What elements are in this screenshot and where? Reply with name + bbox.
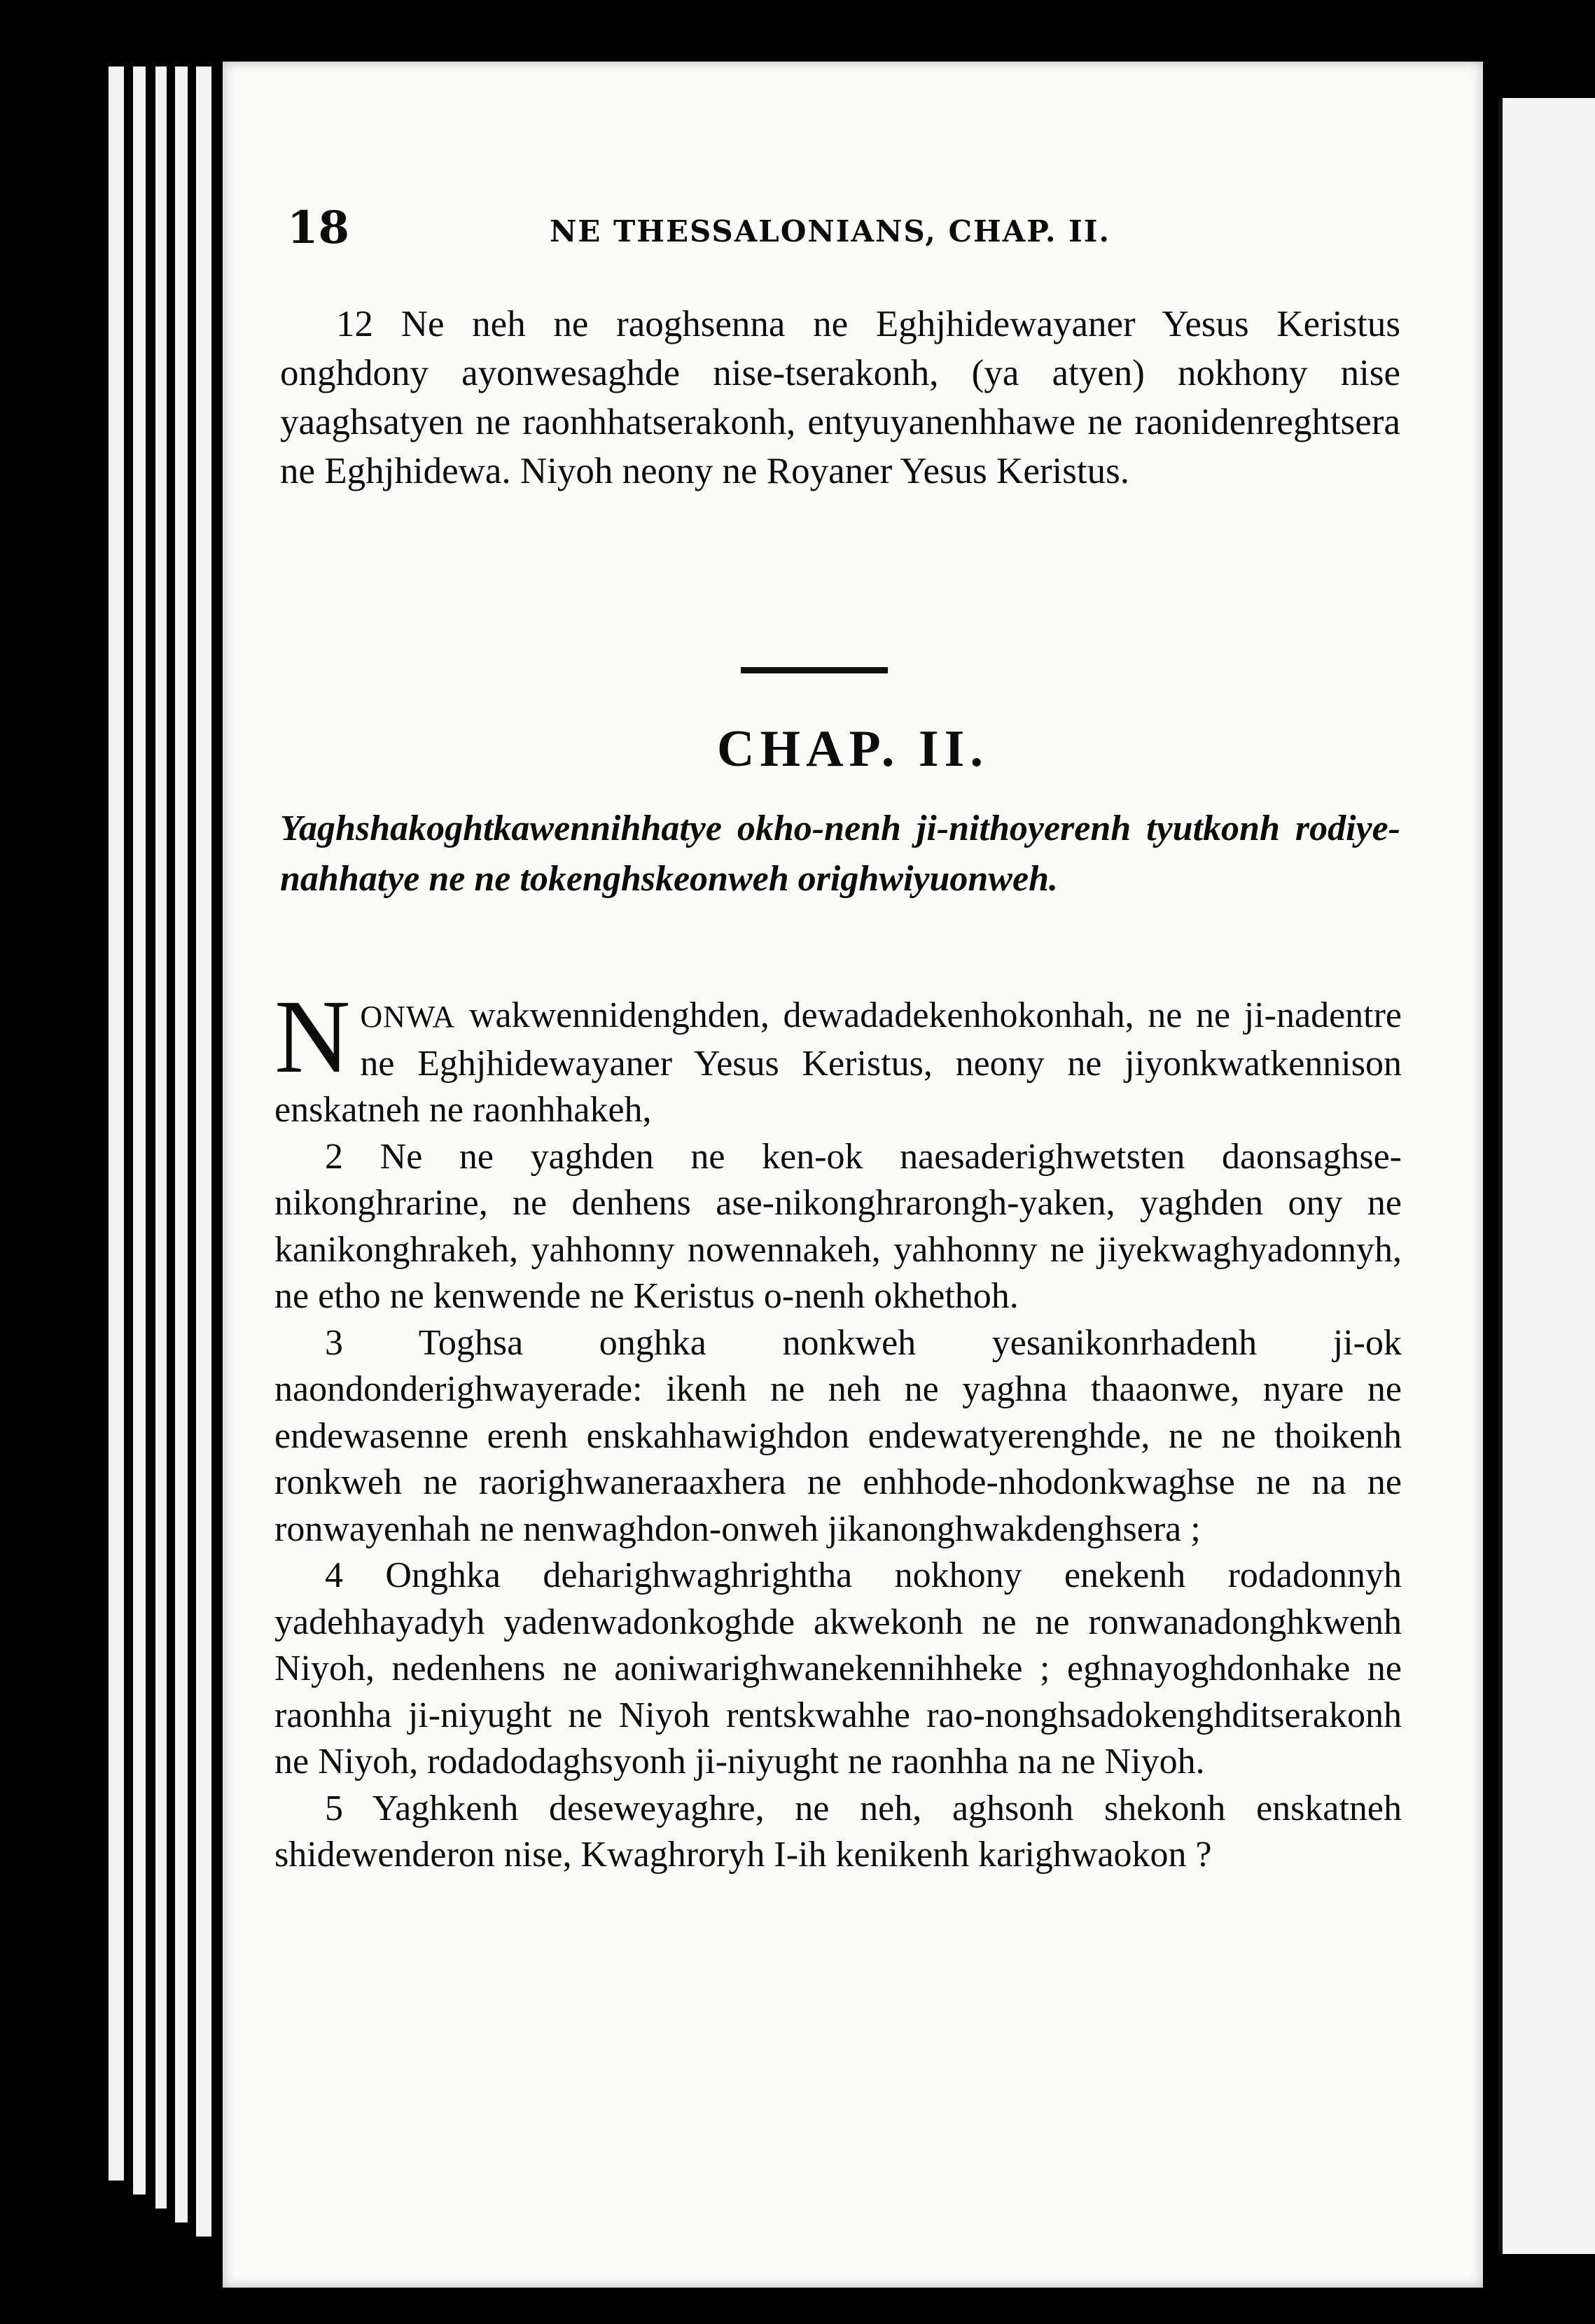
verse-1-opening-word: ONWA <box>360 1000 456 1034</box>
page-edge <box>175 66 188 2222</box>
verse-12-paragraph: 12 Ne neh ne raoghsenna ne Eghjhidewayaner Yesus Keristus onghdony ayonwesaghde nise-tserakonh, (ya atyen) nokhony nise yaaghsatyen ne raonhhatserakonh, entyuyanenhhawe ne raonidenreghtsera ne Eghjhidewa. Niyoh neony ne Royaner Yesus Keristus. <box>280 304 1400 491</box>
chapter-summary: Yaghshakoghtkawennihhatye okho-nenh ji-nithoyerenh tyutkonh rodiye-nahhatye ne ne tokenghskeonweh orighwiyuonweh. <box>280 808 1400 899</box>
verse-2: 2 Ne ne yaghden ne ken-ok naesaderighwetsten daonsaghse-nikonghrarine, ne denhens ase-nikonghrarongh-yaken, yaghden ony ne kanikonghrakeh, yahhonny nowennakeh, yahhonny ne jiyekwaghyadonnyh, ne etho ne kenwende ne Keristus o-nenh okhethoh. <box>274 1136 1402 1316</box>
chapter-heading: CHAP. II. <box>717 720 989 778</box>
running-head <box>287 202 1393 265</box>
book-page <box>223 62 1483 2288</box>
running-title: NE THESSALONIANS, CHAP. II. <box>550 214 1110 248</box>
page-edge <box>109 66 124 2180</box>
page-edge <box>196 66 211 2236</box>
chapter-body <box>274 979 1402 1879</box>
adjacent-page-edge <box>1498 98 1595 2254</box>
verse-4: 4 Onghka deharighwaghrightha nokhony enekenh rodadonnyh yadehhayadyh yadenwadonkoghde akwekonh ne ne ronwanadonghkwenh Niyoh, nedenhens ne aoniwarighwanekennihheke ; eghnayoghdonhake ne raonhha ji-niyught ne Niyoh rentskwahhe rao-nonghsadokenghditserakonh ne Niyoh, rodadodaghsyonh ji-niyught ne raonhha na ne Niyoh. <box>274 1555 1402 1782</box>
verse-1 <box>274 979 1402 1134</box>
page-edge <box>155 66 167 2208</box>
drop-cap: N <box>274 979 351 1095</box>
page-number: 18 <box>287 202 350 254</box>
verse-3: 3 Toghsa onghka nonkweh yesanikonrhadenh ji-ok naondonderighwayerade: ikenh ne neh ne yaghna thaaonwe, nyare ne endewasenne erenh enskahhawighdon endewatyerenghde, ne ne thoikenh ronkweh ne raorighwaneraaxhera ne enhhode-nhodonkwaghse ne na ne ronwayenhah ne nenwaghdon-onweh jikanonghwakdenghsera ; <box>274 1322 1402 1549</box>
section-divider <box>741 667 888 673</box>
verse-1-text: wakwennidenghden, dewadadekenhokonhah, ne ne ji-nadentre ne Eghjhidewayaner Yesus Keristus, neony ne jiyonkwatkennison enskatneh ne raonhhakeh, <box>274 995 1402 1130</box>
verse-5: 5 Yaghkenh deseweyaghre, ne neh, aghsonh shekonh enskatneh shidewenderon nise, Kwaghroryh I-ih kenikenh karighwaokon ? <box>274 1788 1402 1875</box>
page-edge <box>133 66 146 2194</box>
